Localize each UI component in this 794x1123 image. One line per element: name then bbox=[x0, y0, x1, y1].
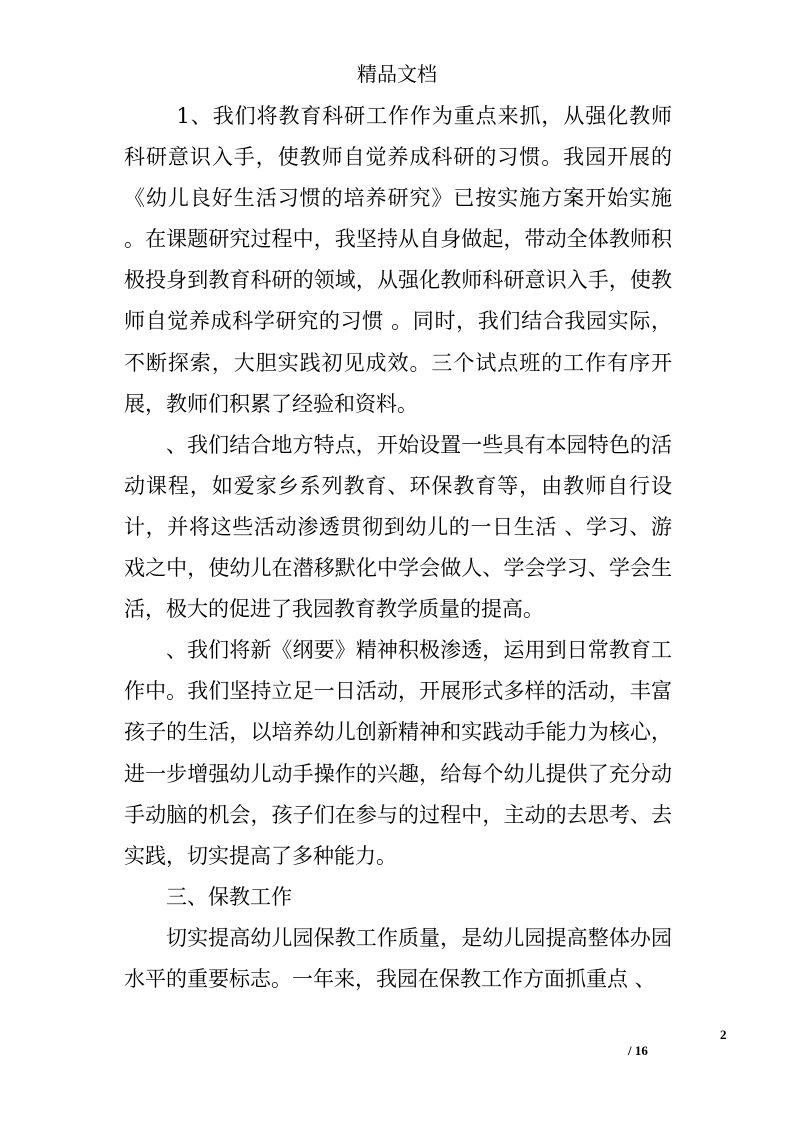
paragraph-research: 1、我们将教育科研工作作为重点来抓，从强化教师科研意识入手，使教师自觉养成科研的习惯。我园开展的《幼儿良好生活习惯的培养研究》已按实施方案开始实施 。在课题研究过程中，我坚持从自身做起，带动全体教师积极投身到教育科研的领域，从强化教师科研意识入手，使教师自觉养成科学研究的习惯 。同时，我们结合我园实际，不断探索，大胆实践初见成效。三个试点班的工作有序开展，教师们积累了经验和资料。 bbox=[124, 104, 672, 416]
paragraph-care-education: 切实提高幼儿园保教工作质量，是幼儿园提高整体办园水平的重要标志。一年来，我园在保教工作方面抓重点 、 bbox=[124, 925, 672, 991]
paragraph-local-curriculum: 、我们结合地方特点，开始设置一些具有本园特色的活动课程，如爱家乡系列教育、环保教育等，由教师自行设计，并将这些活动渗透贯彻到幼儿的一日生活 、学习、游戏之中，使幼儿在潜移默化中学会做人、学会学习、学会生活，极大的促进了我园教育教学质量的提高。 bbox=[124, 432, 672, 622]
document-header: 精品文档 bbox=[357, 62, 437, 86]
section-heading-care-education: 三、保教工作 bbox=[166, 884, 292, 909]
page-total: / 16 bbox=[628, 1043, 648, 1058]
document-body bbox=[124, 96, 672, 1000]
paragraph-guidelines: 、我们将新《纲要》精神积极渗透，运用到日常教育工作中。我们坚持立足一日活动，开展形式多样的活动，丰富孩子的生活，以培养幼儿创新精神和实践动手能力为核心，进一步增强幼儿动手操作的兴趣，给每个幼儿提供了充分动手动脑的机会，孩子们在参与的过程中，主动的去思考、去实践，切实提高了多种能力。 bbox=[124, 638, 672, 868]
page-number: 2 bbox=[720, 1027, 727, 1042]
